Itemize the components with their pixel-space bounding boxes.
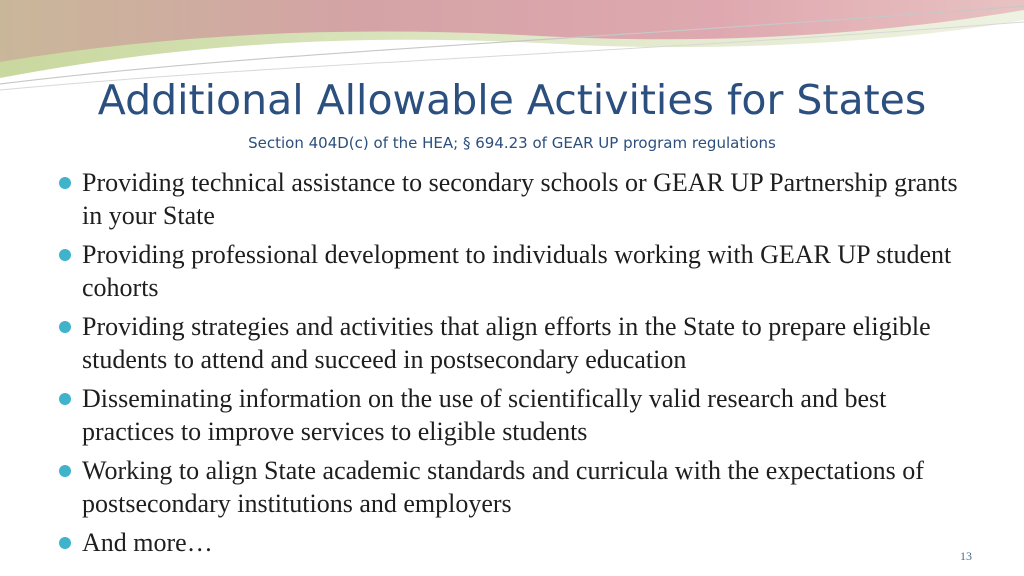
bullet-dot-icon (59, 249, 71, 261)
bullet-dot-icon (59, 321, 71, 333)
bullet-item (58, 238, 978, 304)
bullet-dot-icon (59, 465, 71, 477)
bullet-item (58, 454, 978, 520)
slide-subtitle: Section 404D(c) of the HEA; § 694.23 of GEAR UP program regulations (248, 134, 776, 152)
bullet-item (58, 382, 978, 448)
bullet-item (58, 310, 978, 376)
bullet-text: Providing technical assistance to secondary schools or GEAR UP Partnership grants in your State (82, 168, 958, 230)
page-number: 13 (960, 549, 972, 563)
bullet-dot-icon (59, 393, 71, 405)
bullet-dot-icon (59, 537, 71, 549)
bullet-text: Disseminating information on the use of scientifically valid research and best practices to improve services to eligible students (82, 384, 887, 446)
bullet-text: Providing strategies and activities that align efforts in the State to prepare eligible students to attend and succeed in postsecondary education (82, 312, 931, 374)
bullet-list (58, 166, 978, 565)
bullet-text: And more… (82, 528, 213, 557)
slide-title: Additional Allowable Activities for States (97, 76, 927, 124)
bullet-text: Working to align State academic standards and curricula with the expectations of postsecondary institutions and employers (82, 456, 924, 518)
bullet-item (58, 526, 978, 559)
bullet-dot-icon (59, 177, 71, 189)
bullet-text: Providing professional development to individuals working with GEAR UP student cohorts (82, 240, 952, 302)
bullet-item (58, 166, 978, 232)
